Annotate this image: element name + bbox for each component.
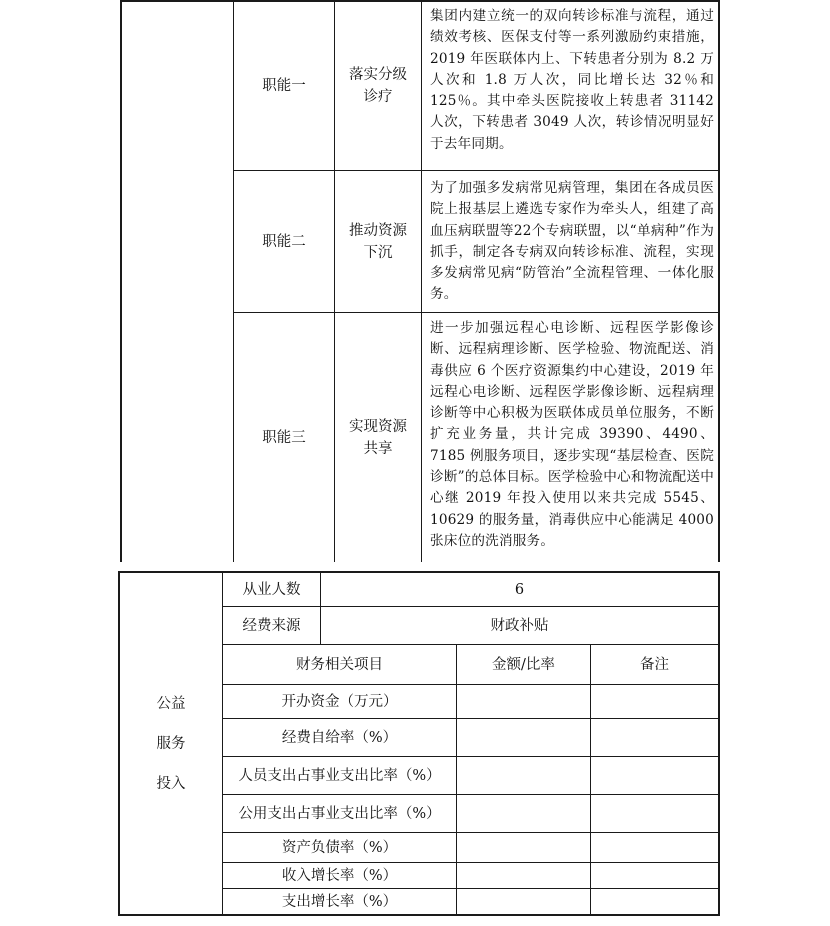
table-border	[120, 0, 122, 562]
table-border	[718, 571, 720, 916]
finance-row-label: 支出增长率（%）	[281, 893, 398, 910]
section-label-line: 公益	[156, 695, 186, 712]
function-name-line: 诊疗	[363, 88, 393, 105]
finance-header-note: 备注	[640, 656, 669, 673]
function-description: 集团内建立统一的双向转诊标准与流程，通过绩效考核、医保支付等一系列激励约束措施，2019 年医联体内上、下转患者分别为 8.2 万人次和 1.8 万人次，同比增长达 32％和 125％。其中牵头医院接收上转患者 31142 人次，下转患者 3049 人次，转诊情况明显好于去年同期。	[430, 8, 714, 152]
function-name-line: 实现资源	[349, 418, 407, 435]
finance-row-label: 收入增长率（%）	[281, 867, 398, 884]
grid-line	[590, 644, 591, 915]
function-name	[335, 313, 421, 562]
grid-line	[421, 0, 422, 562]
finance-row-label: 开办资金（万元）	[281, 693, 398, 710]
finance-header-amount: 金额/比率	[492, 656, 555, 673]
finance-row-label: 资产负债率（%）	[281, 839, 398, 856]
function-name	[335, 171, 421, 312]
grid-line	[456, 644, 457, 915]
function-label: 职能二	[262, 233, 306, 250]
finance-row-label: 公用支出占事业支出比率（%）	[238, 805, 441, 822]
finance-row-label: 经费自给率（%）	[281, 729, 398, 746]
function-name-line: 推动资源	[349, 222, 407, 239]
table-border	[118, 914, 720, 916]
table-border	[718, 0, 720, 562]
function-label: 职能三	[262, 429, 306, 446]
function-name	[335, 1, 421, 170]
staff-value: 6	[514, 581, 525, 598]
finance-header-item: 财务相关项目	[296, 656, 383, 673]
section-label	[120, 573, 222, 914]
funding-label: 经费来源	[242, 617, 301, 634]
function-label: 职能一	[262, 77, 306, 94]
function-description: 进一步加强远程心电诊断、远程医学影像诊断、远程病理诊断、医学检验、物流配送、消毒供应 6 个医疗资源集约中心建设，2019 年远程心电诊断、远程医学影像诊断、远程病理诊断等中心积极为医联体成员单位服务，不断扩充业务量，共计完成 39390、4490、7185 例服务项目，逐步实现“基层检查、医院诊断”的总体目标。医学检验中心和物流配送中心继 2019 年投入使用以来共完成 5545、10629 的服务量，消毒供应中心能满足 4000 张床位的洗消服务。	[430, 320, 714, 549]
function-name-line: 共享	[363, 440, 393, 457]
finance-row-label: 人员支出占事业支出比率（%）	[238, 767, 441, 784]
funding-value: 财政补贴	[490, 617, 549, 634]
function-name-line: 下沉	[363, 244, 393, 261]
function-description: 为了加强多发病常见病管理，集团在各成员医院上报基层上遴选专家作为牵头人，组建了高血压病联盟等22个专病联盟，以“单病种”作为抓手，制定各专病双向转诊标准、流程，实现多发病常见病“防管治”全流程管理、一体化服务。	[430, 180, 714, 303]
function-name-line: 落实分级	[349, 66, 407, 83]
section-label-line: 投入	[156, 775, 186, 792]
staff-label: 从业人数	[242, 581, 301, 598]
section-label-line: 服务	[156, 735, 186, 752]
